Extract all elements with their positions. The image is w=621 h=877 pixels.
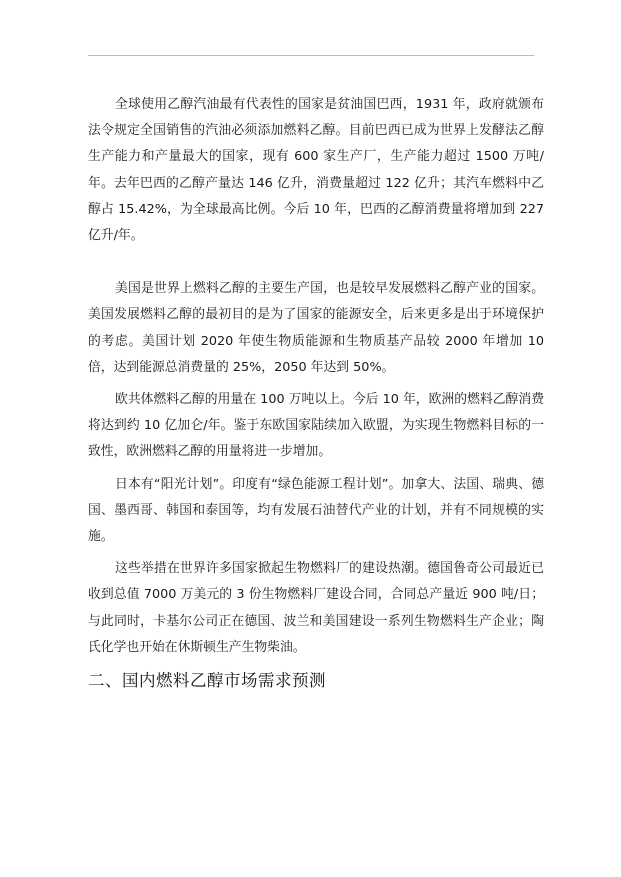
paragraph-construction: 这些举措在世界许多国家掀起生物燃料厂的建设热潮。德国鲁奇公司最近已收到总值 7000 万美元的 3 份生物燃料厂建设合同，合同总产量近 900 吨/日；与此同时，卡基尔公司正在德国、波兰和美国建设一系列生物燃料生产企业；陶氏化学也开始在休斯顿生产生物柴油。	[88, 561, 544, 655]
section-heading: 二、国内燃料乙醇市场需求预测	[88, 671, 326, 691]
paragraph-brazil: 全球使用乙醇汽油最有代表性的国家是贫油国巴西，1931 年，政府就颁布法令规定全国销售的汽油必须添加燃料乙醇。目前巴西已成为世界上发酵法乙醇生产能力和产量最大的国家，现有 600 家生产厂，生产能力超过 1500 万吨/年。去年巴西的乙醇产量达 146 亿升，消费量超过 122 亿升；其汽车燃料中乙醇占 15.42%，为全球最高比例。今后 10 年，巴西的乙醇消费量将增加到 227 亿升/年。	[88, 97, 544, 244]
document-body	[88, 92, 544, 695]
paragraph-spacer	[88, 249, 544, 276]
paragraph-usa: 美国是世界上燃料乙醇的主要生产国，也是较早发展燃料乙醇产业的国家。美国发展燃料乙醇的最初目的是为了国家的能源安全，后来更多是出于环境保护的考虑。美国计划 2020 年使生物质能源和生物质基产品较 2000 年增加 10 倍，达到能源总消费量的 25%，2050 年达到 50%。	[88, 281, 544, 375]
paragraph-europe: 欧共体燃料乙醇的用量在 100 万吨以上。今后 10 年，欧洲的燃料乙醇消费将达到约 10 亿加仑/年。鉴于东欧国家陆续加入欧盟，为实现生物燃料目标的一致性，欧洲燃料乙醇的用量将进一步增加。	[88, 392, 544, 460]
header-rule	[88, 55, 534, 56]
paragraph-japan-india: 日本有“阳光计划”。印度有“绿色能源工程计划”。加拿大、法国、瑞典、德国、墨西哥、韩国和泰国等，均有发展石油替代产业的计划，并有不同规模的实施。	[88, 476, 544, 545]
